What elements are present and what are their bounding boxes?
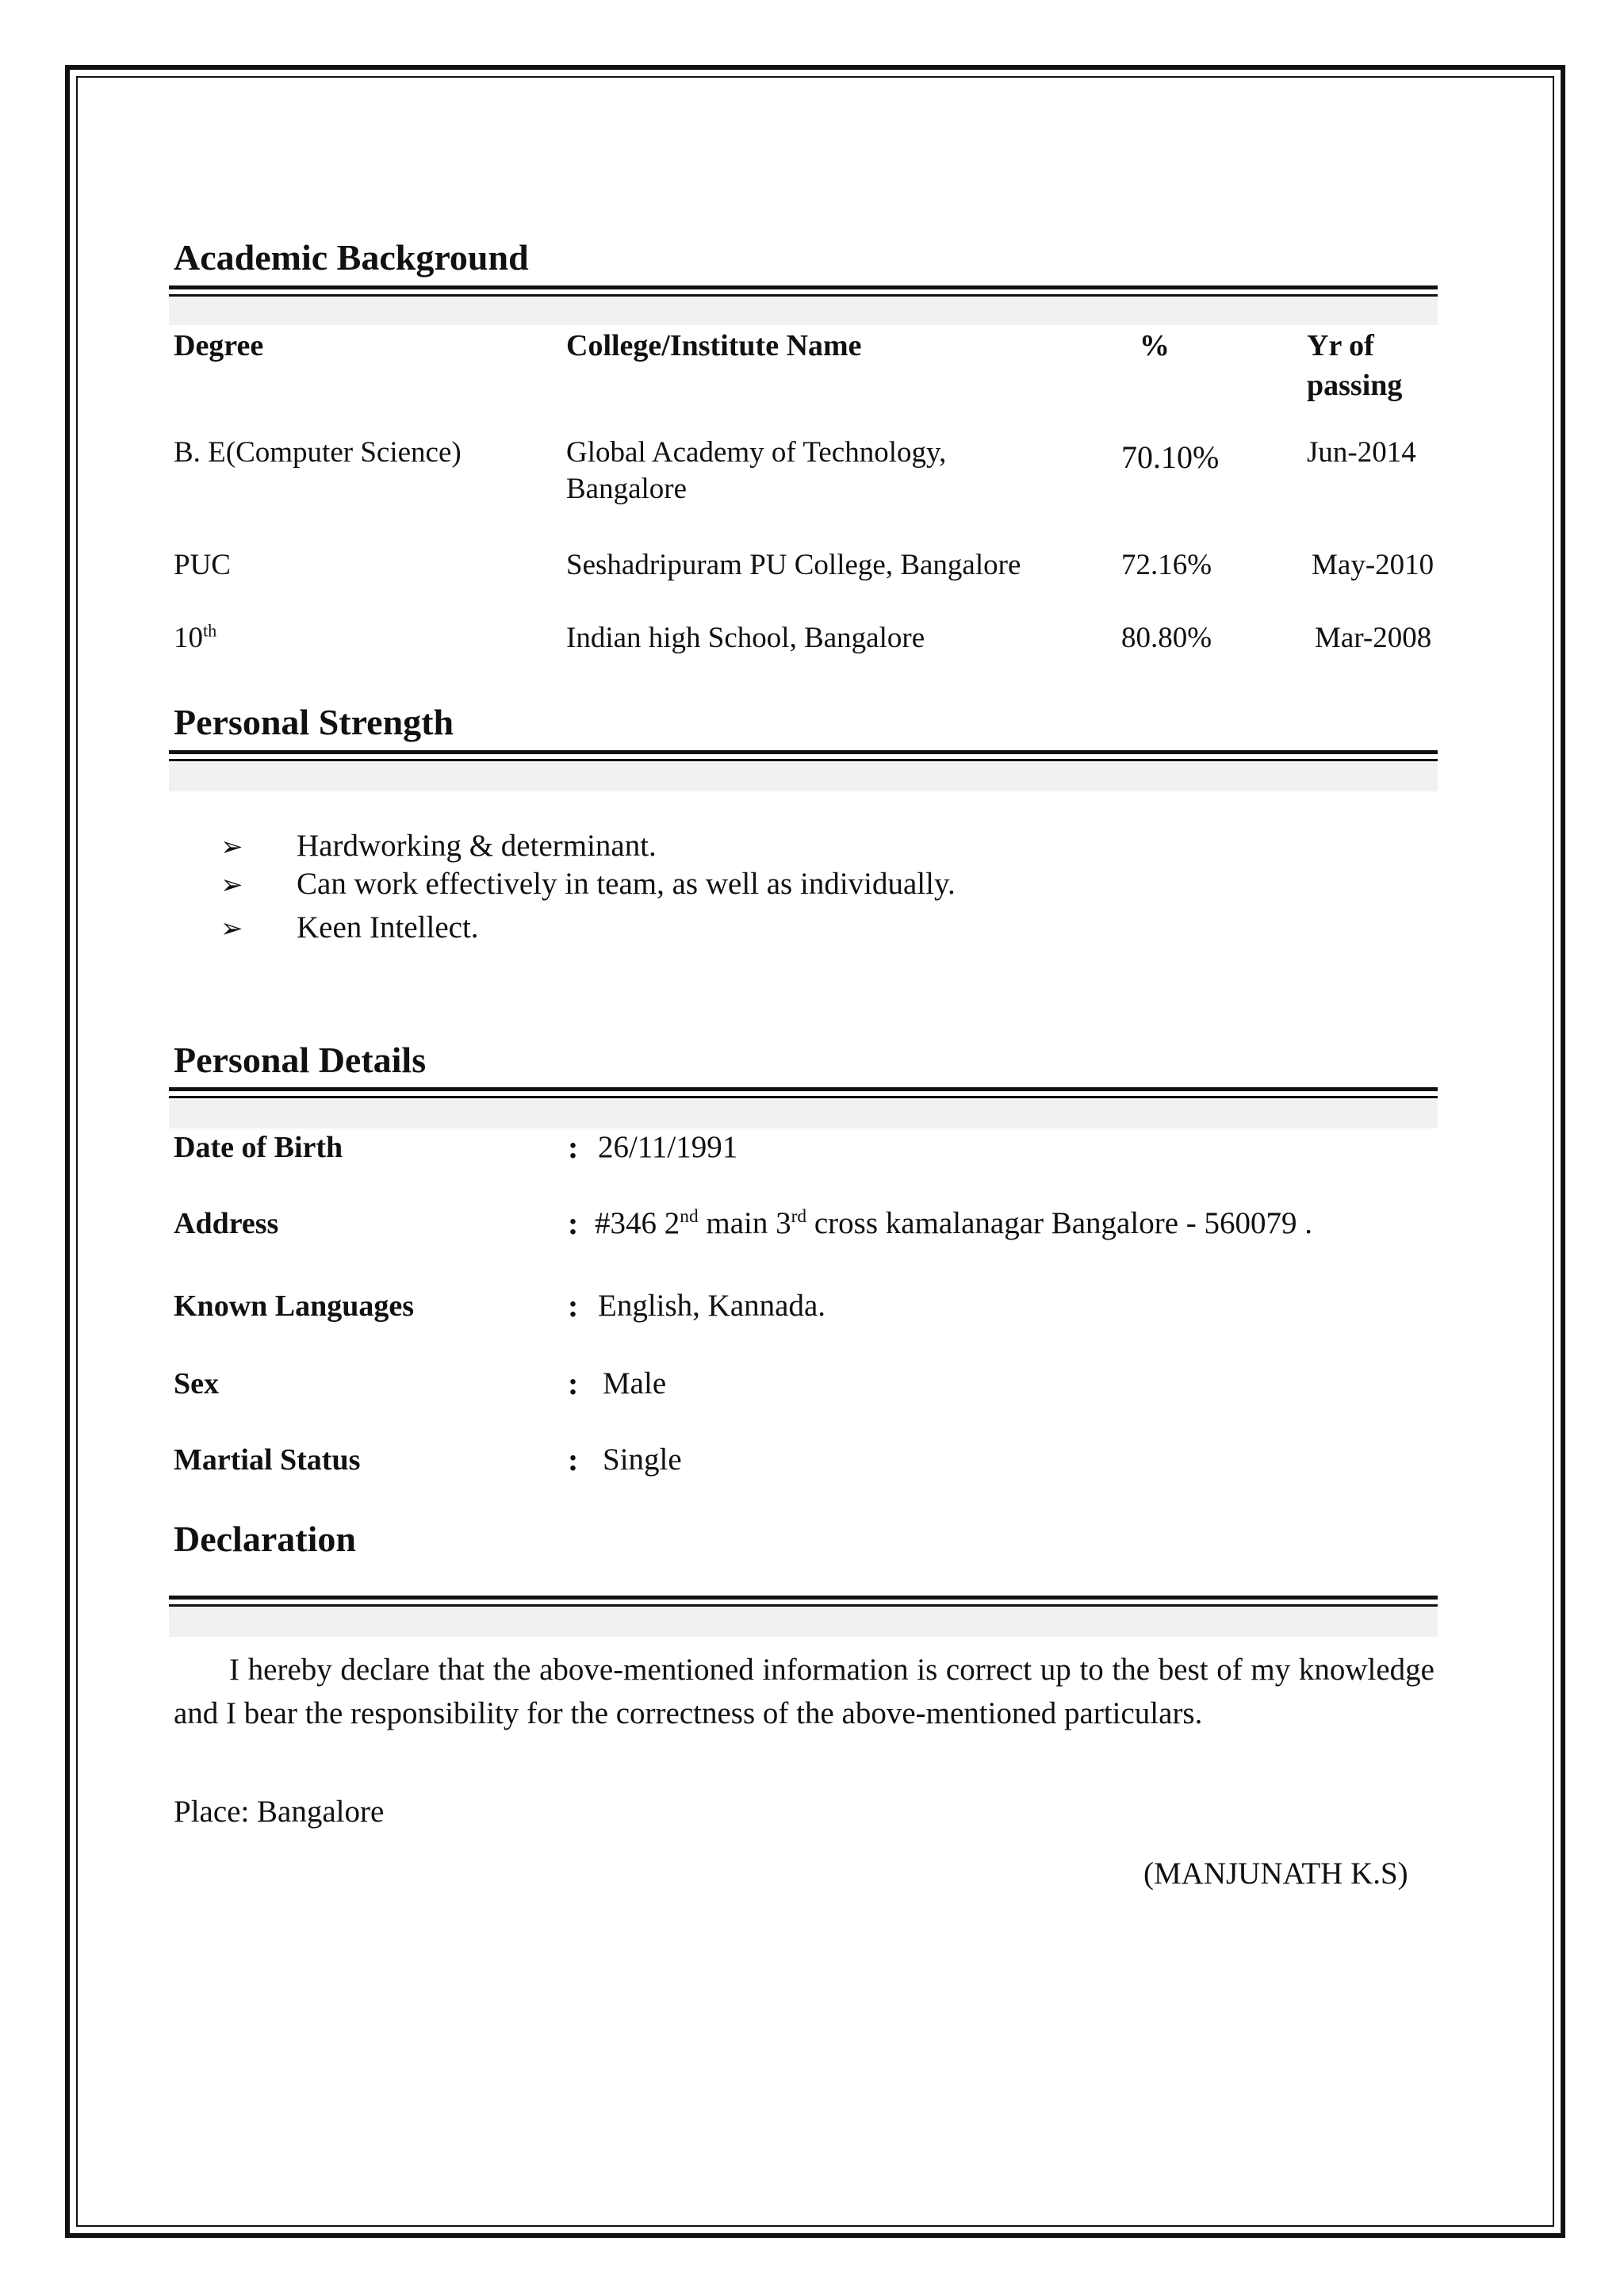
row2-year: May-2010 — [1312, 549, 1434, 581]
sex-colon: : — [568, 1366, 579, 1401]
strength-item-text: Keen Intellect. — [297, 910, 479, 944]
dob-colon: : — [568, 1129, 579, 1165]
sex-value: Male — [603, 1366, 667, 1400]
address-part1: #346 2 — [595, 1206, 680, 1240]
languages-colon: : — [568, 1288, 579, 1324]
row3-percent: 80.80% — [1121, 622, 1212, 654]
academic-band — [169, 298, 1438, 325]
row1-college-line1: Global Academy of Technology, — [566, 436, 947, 469]
details-band — [169, 1100, 1438, 1128]
row3-degree — [174, 620, 216, 657]
declaration-heading: Declaration — [174, 1519, 356, 1559]
address-part2: main 3 — [698, 1206, 791, 1240]
row2-percent: 72.16% — [1121, 549, 1212, 581]
strength-item — [220, 910, 479, 945]
row3-year: Mar-2008 — [1315, 622, 1432, 654]
strength-band — [169, 763, 1438, 791]
row1-degree: B. E(Computer Science) — [174, 436, 462, 469]
declaration-rule — [169, 1596, 1438, 1607]
arrow-bullet-icon: ➢ — [220, 913, 243, 944]
languages-label: Known Languages — [174, 1289, 415, 1323]
row1-college-line2: Bangalore — [566, 473, 688, 505]
row3-degree-base: 10 — [174, 622, 203, 654]
row2-college: Seshadripuram PU College, Bangalore — [566, 549, 1021, 581]
address-sup2: rd — [791, 1206, 807, 1227]
marital-label: Martial Status — [174, 1443, 361, 1477]
marital-value: Single — [603, 1443, 682, 1477]
declaration-text: I hereby declare that the above-mentioned information is correct up to the best of my knowledge and I bear the responsibility for the correctness of the above-mentioned particulars. — [174, 1653, 1434, 1730]
header-percent: % — [1139, 329, 1170, 362]
row3-college: Indian high School, Bangalore — [566, 622, 925, 654]
declaration-band — [169, 1608, 1438, 1637]
arrow-bullet-icon: ➢ — [220, 831, 243, 863]
row3-degree-sup: th — [203, 620, 217, 641]
header-year-line1: Yr of — [1307, 329, 1374, 362]
header-degree: Degree — [174, 329, 264, 362]
marital-colon: : — [568, 1442, 579, 1477]
header-year-line2: passing — [1307, 369, 1403, 402]
row1-percent: 70.10% — [1121, 439, 1220, 475]
arrow-bullet-icon: ➢ — [220, 869, 243, 901]
address-sup1: nd — [680, 1206, 699, 1227]
strength-item-text: Hardworking & determinant. — [297, 829, 657, 863]
address-value — [595, 1205, 1312, 1241]
details-heading: Personal Details — [174, 1040, 427, 1080]
declaration-place: Place: Bangalore — [174, 1795, 385, 1829]
signature-name: (MANJUNATH K.S) — [1143, 1856, 1408, 1891]
strength-heading: Personal Strength — [174, 702, 454, 742]
address-colon: : — [568, 1205, 579, 1241]
address-label: Address — [174, 1207, 279, 1240]
address-part3: cross kamalanagar Bangalore - 560079 . — [806, 1206, 1312, 1240]
strength-item-text: Can work effectively in team, as well as individually. — [297, 867, 956, 901]
languages-value: English, Kannada. — [598, 1289, 826, 1323]
dob-value: 26/11/1991 — [598, 1130, 738, 1164]
academic-rule — [169, 285, 1438, 297]
strength-item — [220, 828, 657, 864]
academic-heading: Academic Background — [174, 237, 529, 278]
row2-degree: PUC — [174, 549, 231, 581]
dob-label: Date of Birth — [174, 1131, 343, 1164]
strength-rule — [169, 750, 1438, 761]
details-rule — [169, 1087, 1438, 1098]
header-college: College/Institute Name — [566, 329, 862, 362]
row1-year: Jun-2014 — [1307, 436, 1416, 469]
sex-label: Sex — [174, 1367, 219, 1400]
strength-item — [220, 866, 956, 902]
